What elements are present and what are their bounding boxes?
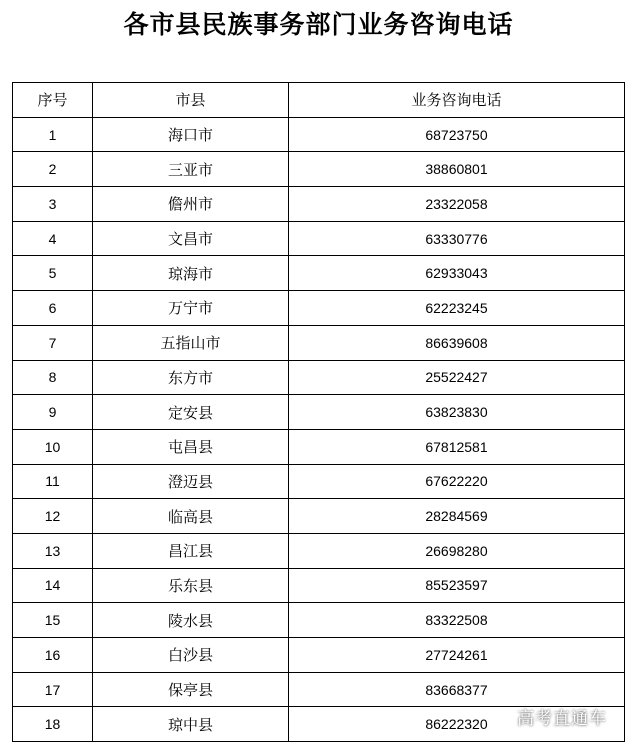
table-row bbox=[13, 429, 625, 464]
table-row bbox=[13, 117, 625, 152]
row-city: 儋州市 bbox=[93, 187, 289, 222]
row-city: 临高县 bbox=[93, 499, 289, 534]
row-city: 陵水县 bbox=[93, 603, 289, 638]
row-city: 琼中县 bbox=[93, 707, 289, 742]
row-phone: 68723750 bbox=[289, 117, 625, 152]
table-row bbox=[13, 464, 625, 499]
row-phone: 67812581 bbox=[289, 429, 625, 464]
row-city: 琼海市 bbox=[93, 256, 289, 291]
row-city: 屯昌县 bbox=[93, 429, 289, 464]
row-index: 4 bbox=[13, 221, 93, 256]
row-index: 14 bbox=[13, 568, 93, 603]
row-phone: 83322508 bbox=[289, 603, 625, 638]
row-city: 白沙县 bbox=[93, 638, 289, 673]
row-phone: 26698280 bbox=[289, 533, 625, 568]
row-phone: 62933043 bbox=[289, 256, 625, 291]
row-phone: 63330776 bbox=[289, 221, 625, 256]
table-row bbox=[13, 499, 625, 534]
row-phone: 86639608 bbox=[289, 325, 625, 360]
phone-table bbox=[12, 82, 625, 742]
row-phone: 28284569 bbox=[289, 499, 625, 534]
page-title: 各市县民族事务部门业务咨询电话 bbox=[123, 10, 514, 39]
row-city: 保亭县 bbox=[93, 672, 289, 707]
row-index: 17 bbox=[13, 672, 93, 707]
row-city: 澄迈县 bbox=[93, 464, 289, 499]
row-city: 东方市 bbox=[93, 360, 289, 395]
table-row bbox=[13, 603, 625, 638]
table-row bbox=[13, 638, 625, 673]
table-row bbox=[13, 187, 625, 222]
row-phone: 83668377 bbox=[289, 672, 625, 707]
table-row bbox=[13, 672, 625, 707]
table-body bbox=[13, 117, 625, 741]
row-phone: 38860801 bbox=[289, 152, 625, 187]
row-index: 12 bbox=[13, 499, 93, 534]
table-row bbox=[13, 568, 625, 603]
row-city: 三亚市 bbox=[93, 152, 289, 187]
row-phone: 85523597 bbox=[289, 568, 625, 603]
row-index: 10 bbox=[13, 429, 93, 464]
table-header-row bbox=[13, 83, 625, 118]
row-index: 1 bbox=[13, 117, 93, 152]
row-phone: 67622220 bbox=[289, 464, 625, 499]
row-index: 18 bbox=[13, 707, 93, 742]
row-city: 乐东县 bbox=[93, 568, 289, 603]
row-index: 7 bbox=[13, 325, 93, 360]
row-phone: 23322058 bbox=[289, 187, 625, 222]
row-index: 16 bbox=[13, 638, 93, 673]
row-index: 2 bbox=[13, 152, 93, 187]
row-phone: 62223245 bbox=[289, 291, 625, 326]
row-index: 15 bbox=[13, 603, 93, 638]
row-phone: 63823830 bbox=[289, 395, 625, 430]
header-city: 市县 bbox=[93, 83, 289, 118]
row-city: 万宁市 bbox=[93, 291, 289, 326]
row-index: 8 bbox=[13, 360, 93, 395]
row-index: 13 bbox=[13, 533, 93, 568]
row-index: 11 bbox=[13, 464, 93, 499]
row-index: 9 bbox=[13, 395, 93, 430]
row-index: 5 bbox=[13, 256, 93, 291]
row-city: 五指山市 bbox=[93, 325, 289, 360]
table-row bbox=[13, 533, 625, 568]
header-phone: 业务咨询电话 bbox=[289, 83, 625, 118]
row-index: 6 bbox=[13, 291, 93, 326]
row-city: 昌江县 bbox=[93, 533, 289, 568]
table-row bbox=[13, 325, 625, 360]
header-index: 序号 bbox=[13, 83, 93, 118]
row-city: 定安县 bbox=[93, 395, 289, 430]
row-phone: 86222320 bbox=[289, 707, 625, 742]
table-row bbox=[13, 395, 625, 430]
row-city: 海口市 bbox=[93, 117, 289, 152]
table-row bbox=[13, 221, 625, 256]
row-phone: 27724261 bbox=[289, 638, 625, 673]
table-row bbox=[13, 152, 625, 187]
row-city: 文昌市 bbox=[93, 221, 289, 256]
table-row bbox=[13, 360, 625, 395]
table-row bbox=[13, 256, 625, 291]
watermark: 高考直通车 bbox=[517, 709, 607, 729]
table-row bbox=[13, 291, 625, 326]
row-index: 3 bbox=[13, 187, 93, 222]
row-phone: 25522427 bbox=[289, 360, 625, 395]
